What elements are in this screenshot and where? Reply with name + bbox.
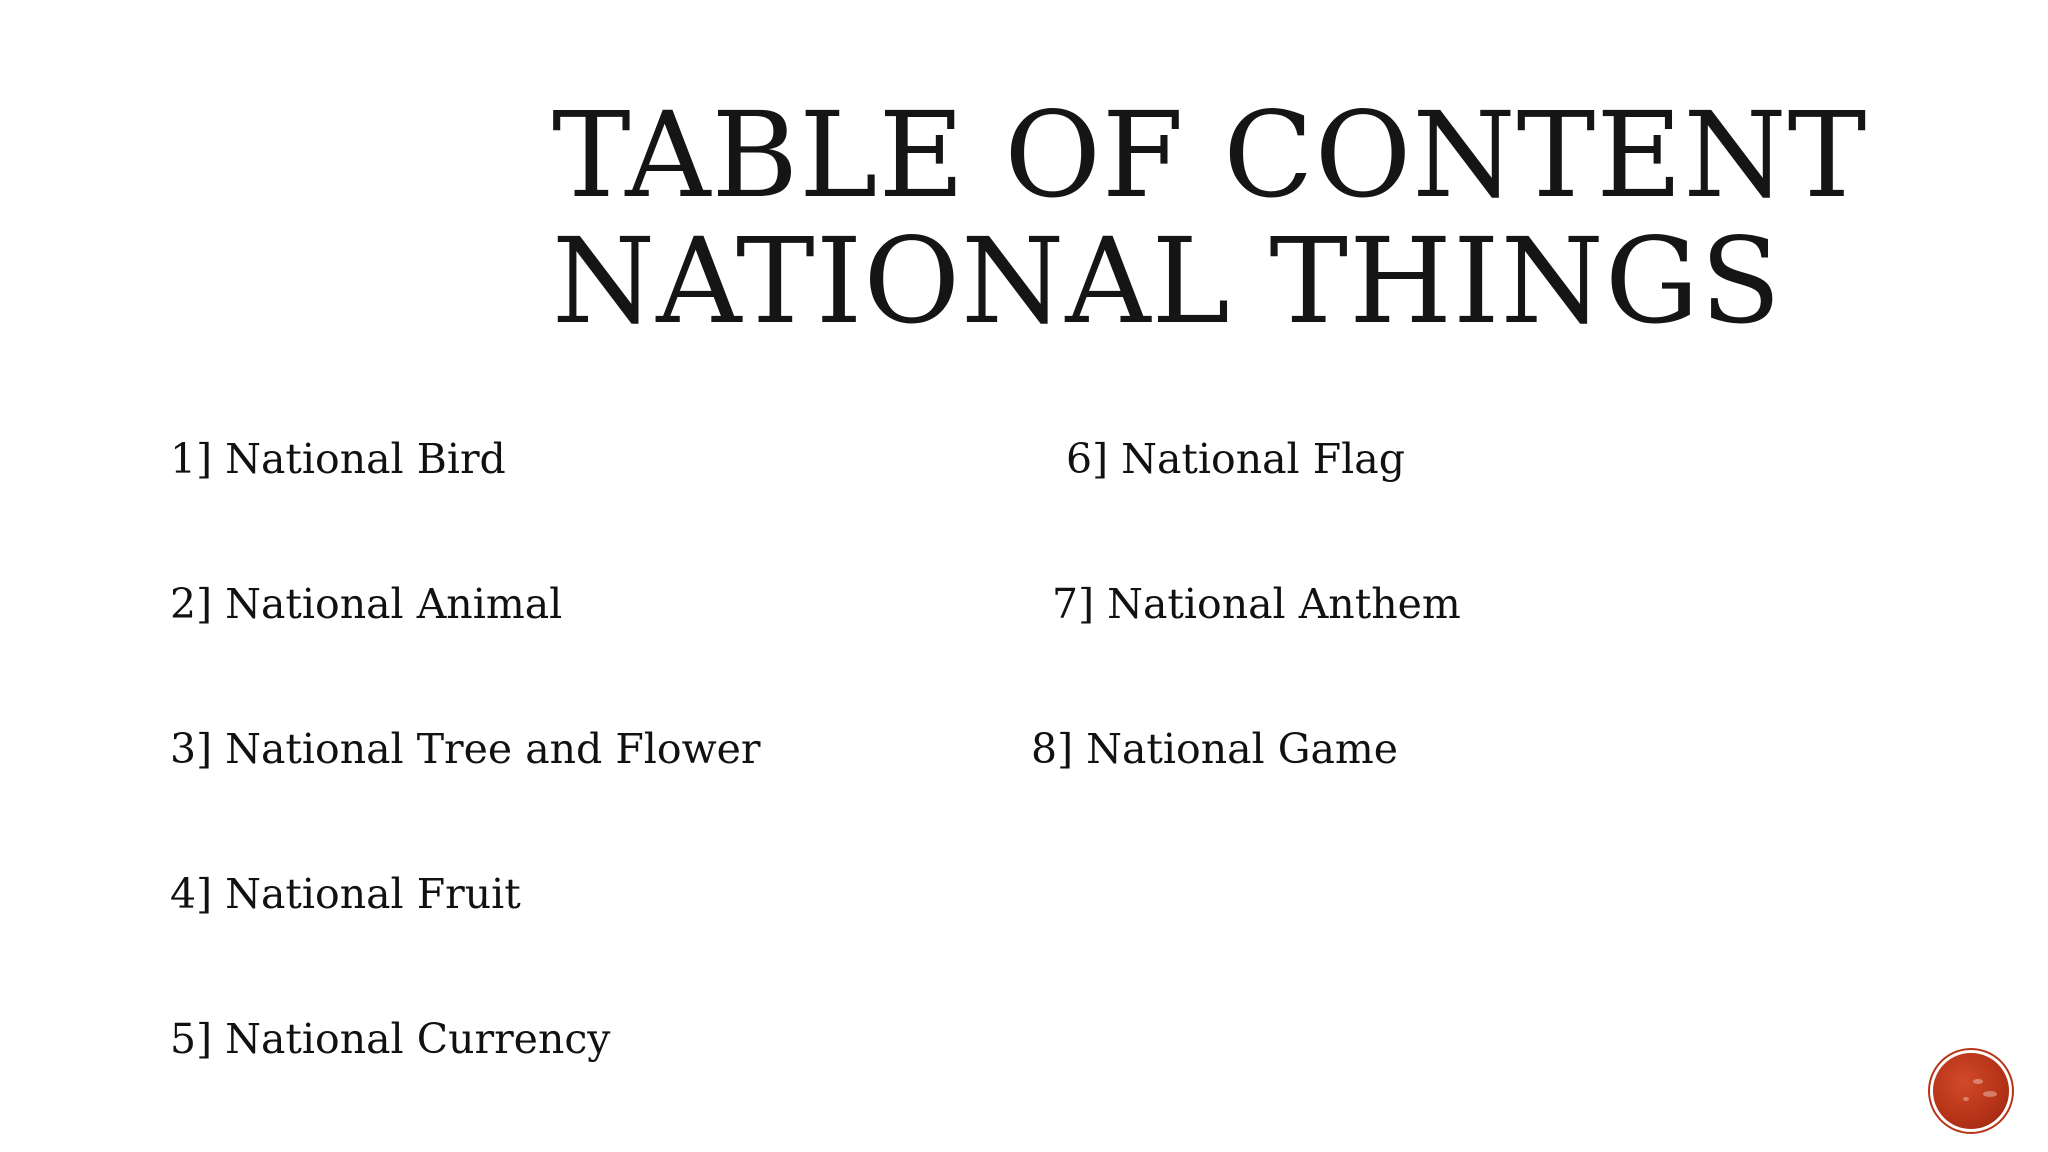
toc-item-2: 2] National Animal	[170, 580, 563, 628]
slide-title-line-1: TABLE OF CONTENT	[552, 86, 1868, 224]
slide-title	[552, 86, 1992, 350]
toc-item-5: 5] National Currency	[170, 1015, 611, 1063]
toc-item-6: 6] National Flag	[1066, 435, 1405, 483]
slide-title-line-2: NATIONAL THINGS	[552, 212, 1782, 350]
toc-item-7: 7] National Anthem	[1052, 580, 1461, 628]
toc-item-3: 3] National Tree and Flower	[170, 725, 761, 773]
toc-item-1: 1] National Bird	[170, 435, 506, 483]
red-circle-badge-icon	[1933, 1053, 2009, 1129]
toc-item-4: 4] National Fruit	[170, 870, 521, 918]
toc-item-8: 8] National Game	[1031, 725, 1399, 773]
